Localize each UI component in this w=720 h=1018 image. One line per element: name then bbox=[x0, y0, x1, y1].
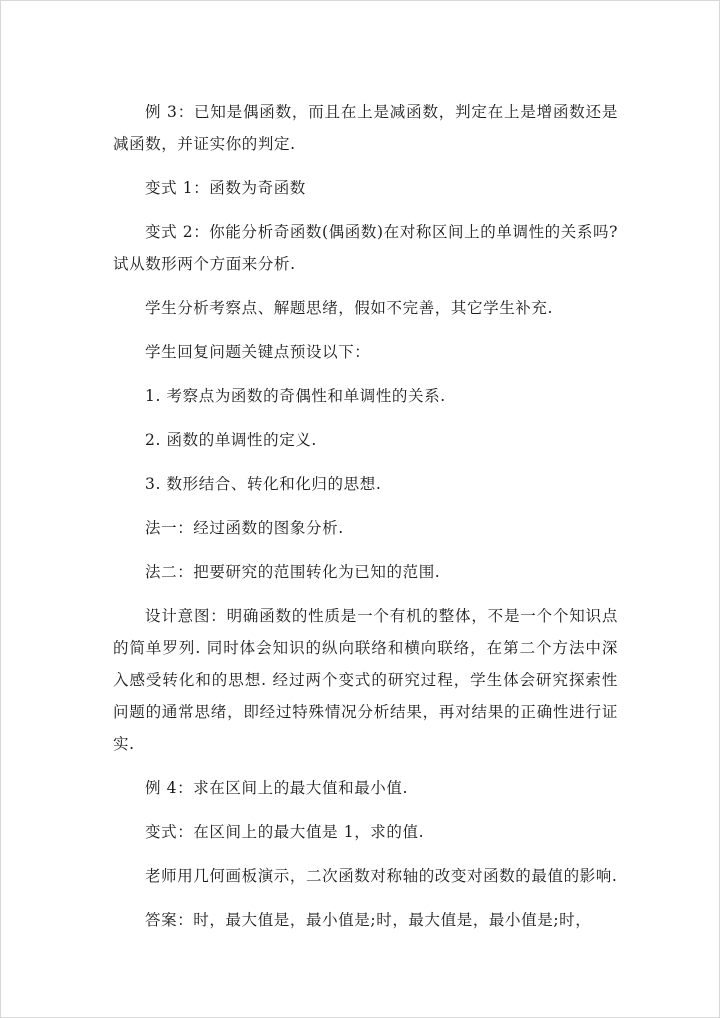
paragraph-key-points-intro: 学生回复问题关键点预设以下： bbox=[145, 343, 371, 361]
paragraph-design-intent: 设计意图：明确函数的性质是一个有机的整体，不是一个个知识点的简单罗列. 同时体会知识的纵向联络和横向联络，在第二个方法中深入感受转化和的思想. 经过两个变式的研究过程，学生体会研究探索性问题的通常思绪，即经过特殊情况分析结果，再对结果的正确性进行证实. bbox=[113, 607, 618, 753]
paragraph-variant: 变式：在区间上的最大值是 1，求的值. bbox=[145, 823, 425, 841]
paragraph-point-2: 2. 函数的单调性的定义. bbox=[145, 431, 317, 449]
paragraph-method-1: 法一：经过函数的图象分析. bbox=[145, 519, 344, 537]
paragraph-student-analysis: 学生分析考察点、解题思绪，假如不完善，其它学生补充. bbox=[145, 299, 554, 317]
paragraph-variant-2: 变式 2：你能分析奇函数(偶函数)在对称区间上的单调性的关系吗?试从数形两个方面来分析. bbox=[113, 223, 618, 273]
paragraph-teacher-demo: 老师用几何画板演示，二次函数对称轴的改变对函数的最值的影响. bbox=[145, 867, 618, 885]
paragraph-point-1: 1. 考察点为函数的奇偶性和单调性的关系. bbox=[145, 387, 446, 405]
paragraph-point-3: 3. 数形结合、转化和化归的思想. bbox=[145, 475, 382, 493]
paragraph-example-3: 例 3：已知是偶函数，而且在上是减函数，判定在上是增函数还是减函数，并证实你的判定. bbox=[113, 103, 618, 153]
document-body bbox=[113, 96, 618, 948]
paragraph-variant-1: 变式 1：函数为奇函数 bbox=[145, 179, 306, 197]
paragraph-example-4: 例 4：求在区间上的最大值和最小值. bbox=[145, 779, 409, 797]
paragraph-answer: 答案：时，最大值是，最小值是;时，最大值是，最小值是;时， bbox=[145, 911, 592, 929]
paragraph-method-2: 法二：把要研究的范围转化为已知的范围. bbox=[145, 563, 441, 581]
